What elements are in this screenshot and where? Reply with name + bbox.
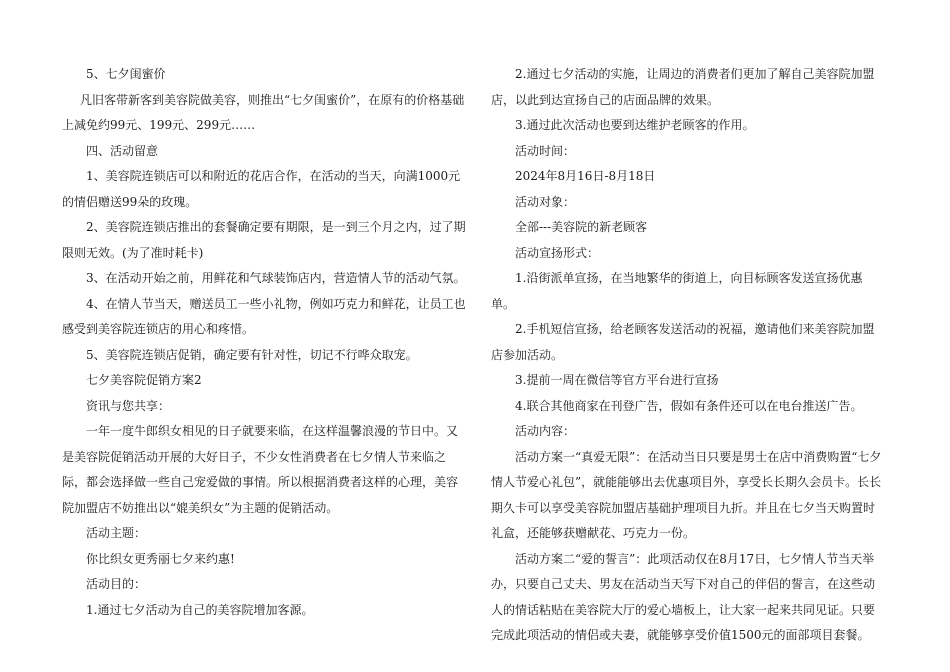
paragraph: 4.联合其他商家在刊登广告，假如有条件还可以在电台推送广告。 <box>515 398 863 413</box>
paragraph: 1.通过七夕活动为自己的美容院增加客源。 <box>86 602 314 617</box>
paragraph: 活动宣扬形式： <box>515 245 600 260</box>
paragraph: 七夕美容院促销方案2 <box>86 373 202 387</box>
paragraph: 1、美容院连锁店可以和附近的花店合作，在活动的当天，向满1000元的情侣赠送99朵的玫瑰。 <box>62 169 461 209</box>
paragraph: 3、在活动开始之前，用鲜花和气球装饰店内，营造情人节的活动气氛。 <box>86 271 466 285</box>
paragraph: 2.手机短信宣扬，给老顾客发送活动的祝福，邀请他们来美容院加盟店参加活动。 <box>491 322 875 362</box>
paragraph: 活动对象： <box>515 194 576 209</box>
paragraph: 活动方案一“真爱无限”：在活动当日只要是男士在店中消费购置“七夕情人节爱心礼包”，就能能够出去优惠项目外，享受长长期久会员卡。长长期久卡可以享受美容院加盟店基础护理项目九折。并且在七夕当天购置时礼盒，还能够获赠献花、巧克力一份。 <box>491 449 882 540</box>
right-column <box>491 62 883 649</box>
paragraph: 四、活动留意 <box>86 143 159 158</box>
paragraph: 一年一度牛郎织女相见的日子就要来临，在这样温馨浪漫的节日中。又是美容院促销活动开展的大好日子，不少女性消费者在七夕情人节来临之际，都会选择做一些自己宠爱做的事情。所以根据消费者这样的心理，美容院加盟店不妨推出以“媲美织女”为主题的促销活动。 <box>62 424 459 515</box>
paragraph: 活动目的： <box>86 577 147 591</box>
paragraph: 2、美容院连锁店推出的套餐确定要有期限，是一到三个月之内，过了期限则无效。(为了准时耗卡) <box>62 220 466 260</box>
paragraph: 凡旧客带新客到美容院做美容，则推出“七夕闺蜜价”，在原有的价格基础上减免约99元、199元、299元…… <box>62 92 465 132</box>
paragraph: 活动方案二“爱的誓言”：此项活动仅在8月17日，七夕情人节当天举办，只要自己丈夫、男友在活动当天写下对自己的伴侣的誓言，在这些动人的情话粘贴在美容院大厅的爱心墙板上，让大家一起来共同见证。只要完成此项活动的情侣或夫妻，就能够享受价值1500元的面部项目套餐。 <box>491 551 876 642</box>
paragraph: 4、在情人节当天，赠送员工一些小礼物，例如巧克力和鲜花，让员工也感受到美容院连锁店的用心和疼惜。 <box>62 296 466 336</box>
paragraph: 活动时间： <box>515 143 576 158</box>
paragraph: 资讯与您共享： <box>86 398 171 413</box>
paragraph: 你比织女更秀丽七夕来约惠! <box>86 551 235 566</box>
paragraph: 3.提前一周在微信等官方平台进行宣扬 <box>515 373 719 387</box>
left-column <box>62 62 467 623</box>
paragraph: 5、七夕闺蜜价 <box>86 67 166 81</box>
paragraph: 1.沿街派单宣扬，在当地繁华的街道上，向目标顾客发送宣扬优惠单。 <box>491 271 863 311</box>
paragraph: 2024年8月16日-8月18日 <box>515 169 656 183</box>
paragraph: 全部---美容院的新老顾客 <box>515 220 648 234</box>
paragraph: 活动主题： <box>86 526 147 540</box>
paragraph: 2.通过七夕活动的实施，让周边的消费者们更加了解自己美容院加盟店，以此到达宣扬自己的店面品牌的效果。 <box>491 67 875 107</box>
paragraph: 5、美容院连锁店促销，确定要有针对性，切记不行哗众取宠。 <box>86 347 418 362</box>
paragraph: 活动内容： <box>515 424 576 438</box>
paragraph: 3.通过此次活动也要到达维护老顾客的作用。 <box>515 118 755 132</box>
